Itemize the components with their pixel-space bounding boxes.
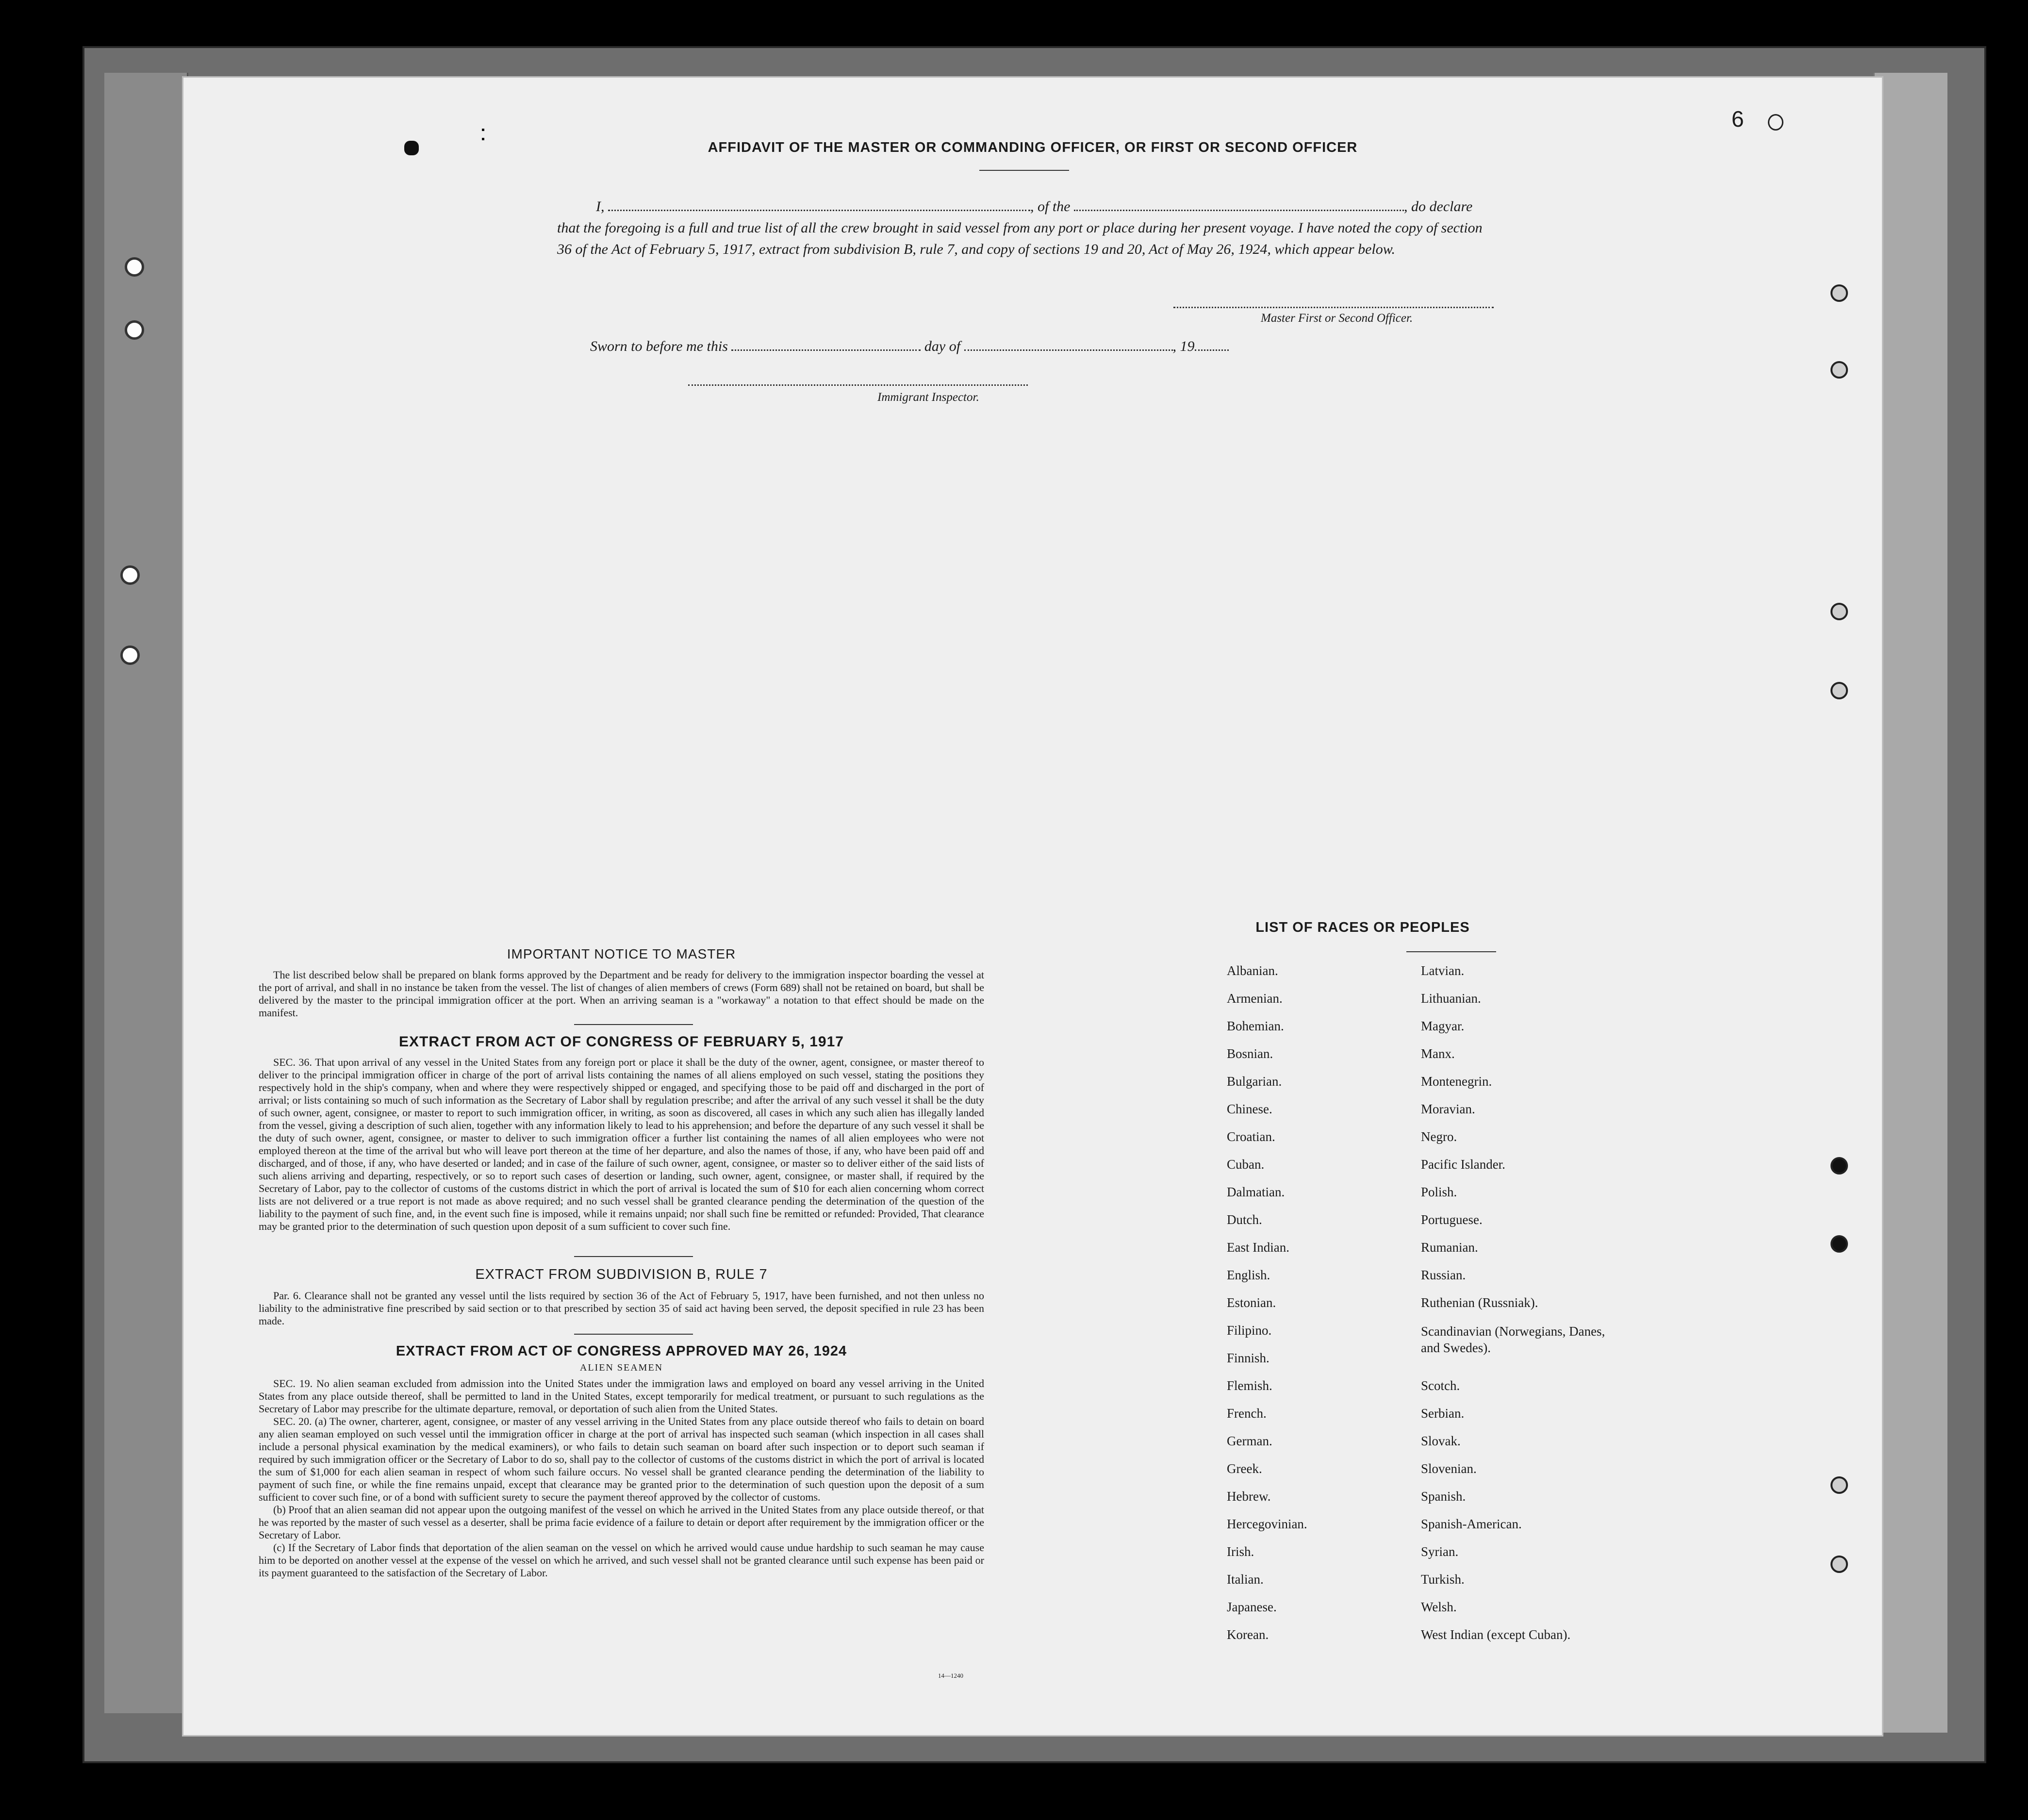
binder-hole bbox=[120, 645, 140, 665]
race-item: Serbian. bbox=[1421, 1406, 1465, 1421]
race-item: Moravian. bbox=[1421, 1102, 1475, 1116]
ink-spot bbox=[482, 138, 484, 140]
binder-hole bbox=[120, 565, 140, 585]
binding-strip bbox=[104, 73, 188, 1713]
race-item: Russian. bbox=[1421, 1268, 1466, 1282]
sec-20a-body: SEC. 20. (a) The owner, charterer, agent, consignee, or master of any vessel arriving in the United States from any place outside thereof who fails to detain on board any alien seaman employed on such vessel until the immigration officer in charge at the port of arrival has inspected such seaman (which inspection in all cases shall include a personal physical examination by the medical examiners), or who fails to detain such seaman on board after such inspection or to deport such seaman if required by such immigration officer or the Secretary of Labor to do so, shall pay to the collector of customs of the customs district in which the port of arrival is located the sum of $1,000 for each alien seaman in respect of whom such failure occurs. No vessel shall be granted clearance pending the determination of the liability to payment of such fine, or while the fine remains unpaid, except that clearance may be granted prior to the determination of such question upon the deposit of a sum sufficient to cover such fine, or of a bond with sufficient surety to secure the payment thereof approved by the collector of customs. bbox=[259, 1415, 984, 1503]
race-item: Slovenian. bbox=[1421, 1461, 1477, 1476]
race-item: German. bbox=[1227, 1434, 1272, 1448]
ink-blot bbox=[404, 141, 419, 155]
inspector-label: Immigrant Inspector. bbox=[877, 391, 979, 404]
race-item: Turkish. bbox=[1421, 1572, 1465, 1587]
race-item: French. bbox=[1227, 1406, 1267, 1421]
stamp-mark bbox=[1768, 114, 1783, 131]
race-item: Polish. bbox=[1421, 1185, 1457, 1199]
sec-20b-body: (b) Proof that an alien seaman did not appear upon the outgoing manifest of the vessel on which he arrived in the United States from any place outside thereof, or that he was reported by the master of such vessel as a deserter, shall be prima facie evidence of a failure to detain or deport after requirement by the immigration officer or the Secretary of Labor. bbox=[259, 1504, 984, 1541]
subdivision-section bbox=[259, 1267, 984, 1327]
race-item: Bohemian. bbox=[1227, 1019, 1284, 1033]
notice-section bbox=[259, 946, 984, 1019]
paper-hole bbox=[1830, 603, 1848, 620]
race-item: Syrian. bbox=[1421, 1544, 1459, 1559]
paper-hole bbox=[1830, 1555, 1848, 1573]
divider bbox=[574, 1024, 693, 1025]
race-item: Negro. bbox=[1421, 1129, 1457, 1144]
race-item: Montenegrin. bbox=[1421, 1074, 1492, 1089]
extract-1917-body: SEC. 36. That upon arrival of any vessel in the United States from any foreign port or place it shall be the duty of the owner, agent, consignee, or master thereof to deliver to the principal immigration officer in charge of the port of arrival lists containing the names of all aliens employed on such vessel, stating the positions they respectively hold in the ship's company, when and where they were respectively shipped or engaged, and specifying those to be paid off and discharged in the port of arrival; or lists containing so much of such information as the Secretary of Labor shall by regulation prescribe; and after the arrival of any such vessel it shall be the duty of such owner, agent, consignee, or master to report to such immigration officer, in writing, as soon as discovered, all cases in which any such alien has illegally landed from the vessel, giving a description of such alien, together with any information likely to lead to his apprehension; and before the departure of any such vessel it shall be the duty of such owner, agent, consignee, or master to deliver to such immigration officer a further list containing the names of all alien employees who were not employed thereon at the time of the arrival but who will leave port thereon at the time of her departure, and also the names of those, if any, who have been paid off and discharged, and of those, if any, who have deserted or landed; and in case of the failure of such owner, agent, consignee, or master so to deliver either of the said lists of such aliens arriving and departing, respectively, or so to report such cases of desertion or landing, such owner, agent, consignee, or master shall, if required by the Secretary of Labor, pay to the collector of customs of the customs district in which the port of arrival is located the sum of $10 for each alien concerning whom correct lists are not delivered or a true report is not made as above required; and no such vessel shall be granted clearance pending the determination of the question of the liability to the payment of such fine, and, in the event such fine is imposed, while it remains unpaid; nor shall such fine be remitted or refunded: Provided, That clearance may be granted prior to the determination of such question upon deposit of a sum sufficient to cover such fine. bbox=[259, 1056, 984, 1232]
subdivision-body: Par. 6. Clearance shall not be granted any vessel until the lists required by section 36 of the Act of February 5, 1917, have been furnished, and not then unless no liability to the administrative fine prescribed by said section or to that prescribed by section 35 of said act having been served, the deposit specified in rule 23 has been made. bbox=[259, 1290, 984, 1327]
paper-hole bbox=[1830, 1476, 1848, 1494]
race-item: Dutch. bbox=[1227, 1212, 1262, 1227]
sworn-line bbox=[590, 335, 1464, 355]
race-item: Scotch. bbox=[1421, 1378, 1460, 1393]
extract-1924-title: EXTRACT FROM ACT OF CONGRESS APPROVED MAY 26, 1924 bbox=[396, 1343, 847, 1359]
sworn-day-blank bbox=[731, 335, 921, 351]
affidavit-title: AFFIDAVIT OF THE MASTER OR COMMANDING OFFICER, OR FIRST OR SECOND OFFICER bbox=[708, 140, 1358, 155]
race-item: Bulgarian. bbox=[1227, 1074, 1282, 1089]
binder-hole bbox=[125, 320, 144, 340]
page-number: 6 bbox=[1731, 106, 1744, 132]
ink-spot bbox=[482, 129, 484, 131]
race-item: Spanish. bbox=[1421, 1489, 1466, 1504]
race-item: Hebrew. bbox=[1227, 1489, 1271, 1504]
race-item: Irish. bbox=[1227, 1544, 1254, 1559]
race-item: Estonian. bbox=[1227, 1295, 1276, 1310]
paper-hole bbox=[1830, 1157, 1848, 1175]
race-item: West Indian (except Cuban). bbox=[1421, 1627, 1571, 1642]
binder-hole bbox=[125, 257, 144, 277]
race-item: Ruthenian (Russniak). bbox=[1421, 1295, 1538, 1310]
race-item: Latvian. bbox=[1421, 963, 1465, 978]
race-item: Rumanian. bbox=[1421, 1240, 1478, 1255]
race-item: Italian. bbox=[1227, 1572, 1264, 1587]
race-item: Slovak. bbox=[1421, 1434, 1461, 1448]
race-item: English. bbox=[1227, 1268, 1270, 1282]
divider bbox=[574, 1334, 693, 1335]
document-page bbox=[183, 78, 1882, 1735]
divider bbox=[979, 170, 1069, 171]
name-blank bbox=[608, 195, 1030, 211]
divider bbox=[1406, 951, 1496, 952]
races-right-column bbox=[1421, 963, 1625, 1655]
sworn-month-blank bbox=[964, 335, 1173, 351]
declaration-mid: , of the bbox=[1030, 199, 1071, 215]
race-item: Greek. bbox=[1227, 1461, 1262, 1476]
notice-title: IMPORTANT NOTICE TO MASTER bbox=[507, 946, 736, 961]
race-item: Chinese. bbox=[1227, 1102, 1272, 1116]
race-item: Portuguese. bbox=[1421, 1212, 1483, 1227]
race-item: Lithuanian. bbox=[1421, 991, 1481, 1006]
sec-19-body: SEC. 19. No alien seaman excluded from admission into the United States under the immigration laws and employed on board any vessel arriving in the United States from any place outside thereof, shall be permitted to land in the United States, except temporarily for medical treatment, or pursuant to such regulations as the Secretary of Labor may prescribe for the ultimate departure, removal, or deportation of such alien from the United States. bbox=[259, 1377, 984, 1415]
race-item: Finnish. bbox=[1227, 1351, 1270, 1365]
master-label: Master First or Second Officer. bbox=[1261, 312, 1413, 325]
extract-1924-subtitle: ALIEN SEAMEN bbox=[579, 1362, 663, 1373]
race-item: Spanish-American. bbox=[1421, 1517, 1522, 1531]
race-item: Bosnian. bbox=[1227, 1046, 1273, 1061]
sec-20c-body: (c) If the Secretary of Labor finds that deportation of the alien seaman on the vessel on which he arrived would cause undue hardship to such seaman he may cause him to be deported on another vessel at the expense of the vessel on which he arrived, and such vessel shall not be granted clearance until such expense has been paid or its payment guaranteed to the satisfaction of the Secretary of Labor. bbox=[259, 1541, 984, 1579]
race-item: Japanese. bbox=[1227, 1600, 1277, 1614]
declaration-end: , do declare bbox=[1404, 199, 1473, 215]
races-left-column bbox=[1227, 963, 1416, 1655]
race-item: Scandinavian (Norwegians, Danes, and Swedes). bbox=[1421, 1324, 1605, 1355]
sworn-day: day of bbox=[924, 338, 961, 354]
affidavit-declaration bbox=[557, 195, 1494, 260]
sworn-year-blank bbox=[1195, 335, 1229, 351]
paper-hole bbox=[1830, 682, 1848, 699]
notice-body: The list described below shall be prepared on blank forms approved by the Department and be ready for delivery to the immigration inspector boarding the vessel at the port of arrival, and shall in no instance be taken from the vessel. The list of changes of alien members of crews (Form 689) shall not be retained on board, but shall be delivered by the master to the principal immigration officer at the port. When an arriving seaman is a "workaway" a notation to that effect should be made on the manifest. bbox=[259, 969, 984, 1019]
race-item: East Indian. bbox=[1227, 1240, 1289, 1255]
races-title: LIST OF RACES OR PEOPLES bbox=[1255, 920, 1470, 935]
race-item: Magyar. bbox=[1421, 1019, 1465, 1033]
race-item: Korean. bbox=[1227, 1627, 1269, 1642]
declaration-start: I, bbox=[596, 199, 605, 215]
race-item: Albanian. bbox=[1227, 963, 1278, 978]
extract-1924-section bbox=[259, 1343, 984, 1579]
race-item: Hercegovinian. bbox=[1227, 1517, 1307, 1531]
extract-1917-section bbox=[259, 1034, 984, 1233]
paper-hole bbox=[1830, 1235, 1848, 1253]
race-item: Flemish. bbox=[1227, 1378, 1272, 1393]
sworn-start: Sworn to before me this bbox=[590, 338, 728, 354]
sworn-year: , 19 bbox=[1172, 338, 1195, 354]
subdivision-title: EXTRACT FROM SUBDIVISION B, RULE 7 bbox=[475, 1267, 768, 1282]
race-item: Manx. bbox=[1421, 1046, 1455, 1061]
vessel-blank bbox=[1074, 195, 1404, 211]
race-item: Cuban. bbox=[1227, 1157, 1265, 1172]
next-page-edge bbox=[1873, 73, 1947, 1733]
declaration-body: that the foregoing is a full and true list of all the crew brought in said vessel from any port or place during her present voyage. I have noted the copy of section 36 of the Act of February 5, 1917, extract from subdivision B, rule 7, and copy of sections 19 and 20, Act of May 26, 1924, which appear below. bbox=[557, 220, 1483, 257]
divider bbox=[574, 1256, 693, 1257]
race-item: Pacific Islander. bbox=[1421, 1157, 1505, 1172]
race-item: Dalmatian. bbox=[1227, 1185, 1285, 1199]
race-item: Croatian. bbox=[1227, 1129, 1275, 1144]
race-item: Welsh. bbox=[1421, 1600, 1457, 1614]
extract-1917-title: EXTRACT FROM ACT OF CONGRESS OF FEBRUARY 5, 1917 bbox=[399, 1034, 844, 1050]
inspector-signature-line bbox=[688, 384, 1028, 387]
race-item: Armenian. bbox=[1227, 991, 1283, 1006]
form-code: 14—1240 bbox=[938, 1672, 963, 1679]
paper-hole bbox=[1830, 361, 1848, 379]
paper-hole bbox=[1830, 284, 1848, 302]
race-item: Filipino. bbox=[1227, 1323, 1272, 1338]
master-signature-line bbox=[1173, 307, 1494, 309]
